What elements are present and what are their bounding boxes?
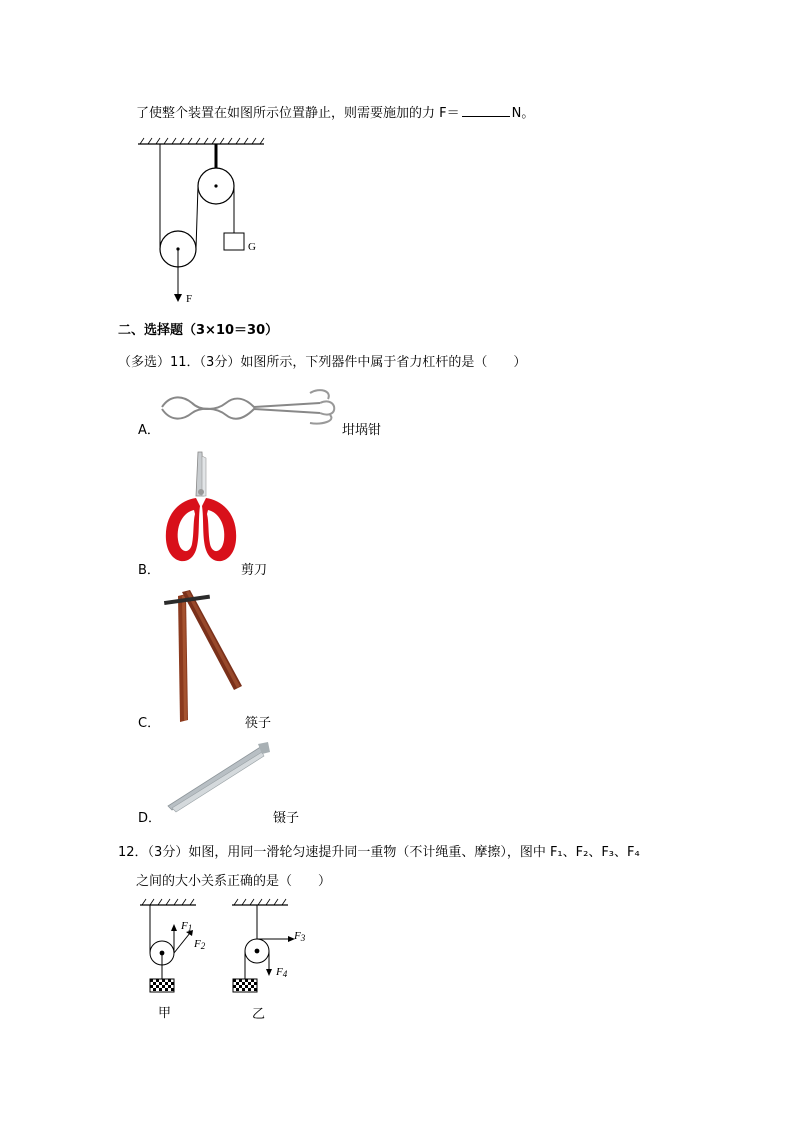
chopsticks-image [158,586,258,726]
caption-jia: 甲 [158,1006,172,1021]
figure-jia-movable-pulley [138,895,218,995]
label-g: G [248,241,256,253]
label-f1: $F_1$ [181,920,193,933]
rope [196,186,198,249]
label-f4: $F_4$ [276,966,288,979]
section-title: 二、选择题（3×10＝30） [118,323,279,338]
answer-blank[interactable] [462,104,510,117]
q11-stem: （多选）11．（3分）如图所示，下列器件中属于省力杠杆的是（ ） [118,355,527,370]
scissors-image [162,450,242,570]
label-f2: $F_2$ [194,938,206,951]
crucible-tongs-image [160,385,340,425]
option-c-name: 筷子 [245,716,272,731]
q10-text-before: 了使整个装置在如图所示位置静止，则需要施加的力 F＝ [136,106,460,121]
weight-block [224,233,244,250]
tweezers-image [162,742,272,812]
q12-stem-line1: 12．（3分）如图，用同一滑轮匀速提升同一重物（不计绳重、摩擦），图中 F₁、F₂、F₃、F₄ [118,845,640,860]
option-b-letter[interactable]: B． [138,563,160,578]
figure-yi-fixed-pulley [230,895,320,995]
q10-text-after: N。 [511,106,535,121]
caption-yi: 乙 [252,1007,266,1022]
option-d-name: 镊子 [273,811,300,826]
option-d-letter[interactable]: D． [138,811,162,826]
label-f3: $F_3$ [294,930,306,943]
q10-pulley-figure [136,136,276,316]
q10-stem [136,104,534,122]
label-f: F [186,293,193,305]
checkered-weight [233,979,257,992]
option-c-letter[interactable]: C． [138,716,161,731]
option-a-name: 坩埚钳 [342,423,382,438]
option-a-letter[interactable]: A． [138,423,160,438]
q12-stem-line2: 之间的大小关系正确的是（ ） [136,874,332,889]
option-b-name: 剪刀 [241,563,268,578]
checkered-weight [150,979,174,992]
